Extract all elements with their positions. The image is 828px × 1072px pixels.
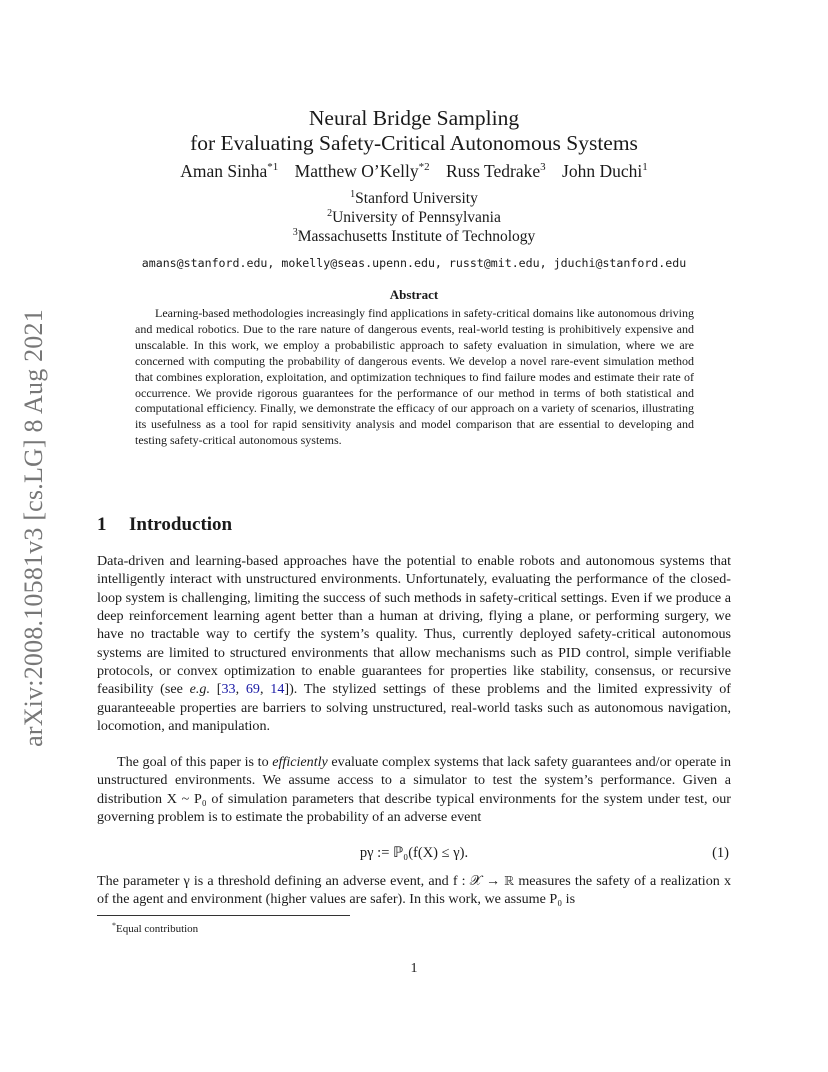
equation-body: pγ := ℙ₀(f(X) ≤ γ). [359, 845, 469, 861]
citation-link[interactable]: 14 [270, 681, 285, 698]
footnote-divider [97, 915, 350, 916]
affiliation-list [0, 189, 828, 246]
intro-paragraph-2: The goal of this paper is to efficiently evaluate complex systems that lack safety guarantees and/or operate in unstructured environments. We assume access to a simulator to test the system’s performance. Given a distribution X ~ P₀ of simulation parameters that describe typical environments for the system under test, our governing problem is to estimate the probability of an adverse event [97, 754, 731, 826]
author: Matthew O’Kelly$^{*2}$ [294, 161, 430, 181]
abstract-text: Learning-based methodologies increasingly find applications in safety-critical domains like autonomous driving and medical robotics. Due to the rare nature of dangerous events, real-world testing is prohibitively expensive and unscalable. In this work, we employ a probabilistic approach to safety evaluation in simulation, where we are concerned with computing the probability of dangerous events. We develop a novel rare-event simulation method that combines exploration, exploitation, and optimization techniques to find failure modes and estimate their rate of occurrence. We provide rigorous guarantees for the performance of our method in terms of both statistical and computational efficiency. Finally, we demonstrate the efficacy of our approach on a variety of scenarios, illustrating its usefulness as a tool for rapid sensitivity analysis and model comparison that are essential to developing and testing safety-critical autonomous systems. [135, 306, 694, 448]
author: Russ Tedrake$^3$ [445, 161, 546, 181]
author-emails: amans@stanford.edu, mokelly@seas.upenn.edu, russt@mit.edu, jduchi@stanford.edu [141, 256, 687, 270]
affiliation: $^3$Massachusetts Institute of Technology [292, 227, 536, 245]
title-line-1: Neural Bridge Sampling [308, 106, 520, 131]
equation-1 [97, 845, 731, 865]
author-list [0, 160, 828, 182]
abstract-heading: Abstract [389, 287, 439, 302]
author: Aman Sinha$^{*1}$ [180, 161, 279, 181]
intro-paragraph-3: The parameter γ is a threshold defining an adverse event, and f : 𝒳 → ℝ measures the safety of a realization x of the agent and environment (higher values are safer). In this work, we assume P₀ is [97, 873, 731, 908]
citation-link[interactable]: 69 [245, 681, 260, 698]
affiliation: $^2$University of Pennsylvania [327, 208, 501, 226]
author: John Duchi$^1$ [562, 161, 648, 181]
paper-title [0, 106, 828, 156]
page-number: 1 [410, 961, 418, 976]
equation-number: (1) [712, 845, 729, 861]
intro-paragraph-1: Data-driven and learning-based approaches have the potential to enable robots and autonomous systems that intelligently interact with unstructured environments. Unfortunately, evaluating the performance of the closed-loop system is challenging, limiting the success of such methods in safety-critical settings. Even if we produce a deep reinforcement learning agent better than a human at driving, flying a plane, or performing surgery, we have no tractable way to certify the system’s quality. Thus, currently deployed safety-critical autonomous systems are limited to structured environments that allow mechanisms such as PID control, simple verifiable protocols, or convex optimization to enable guarantees for properties like stability, consensus, or recursive feasibility (see e.g. [33, 69, 14]). The stylized settings of these problems and the limited expressivity of guaranteeable properties are barriers to solving unstructured, real-world tasks such as autonomous navigation, locomotion, and manipulation. [97, 553, 731, 735]
arxiv-stamp [10, 300, 58, 755]
footnote: *Equal contribution [112, 921, 199, 935]
affiliation: $^1$Stanford University [350, 189, 478, 207]
arxiv-identifier: arXiv:2008.10581v3 [cs.LG] 8 Aug 2021 [19, 308, 49, 747]
title-line-2: for Evaluating Safety-Critical Autonomous Systems [190, 131, 638, 156]
citation-link[interactable]: 33 [221, 681, 236, 698]
section-heading [97, 514, 232, 536]
section-number: 1 [97, 514, 107, 535]
section-title: Introduction [129, 514, 233, 535]
